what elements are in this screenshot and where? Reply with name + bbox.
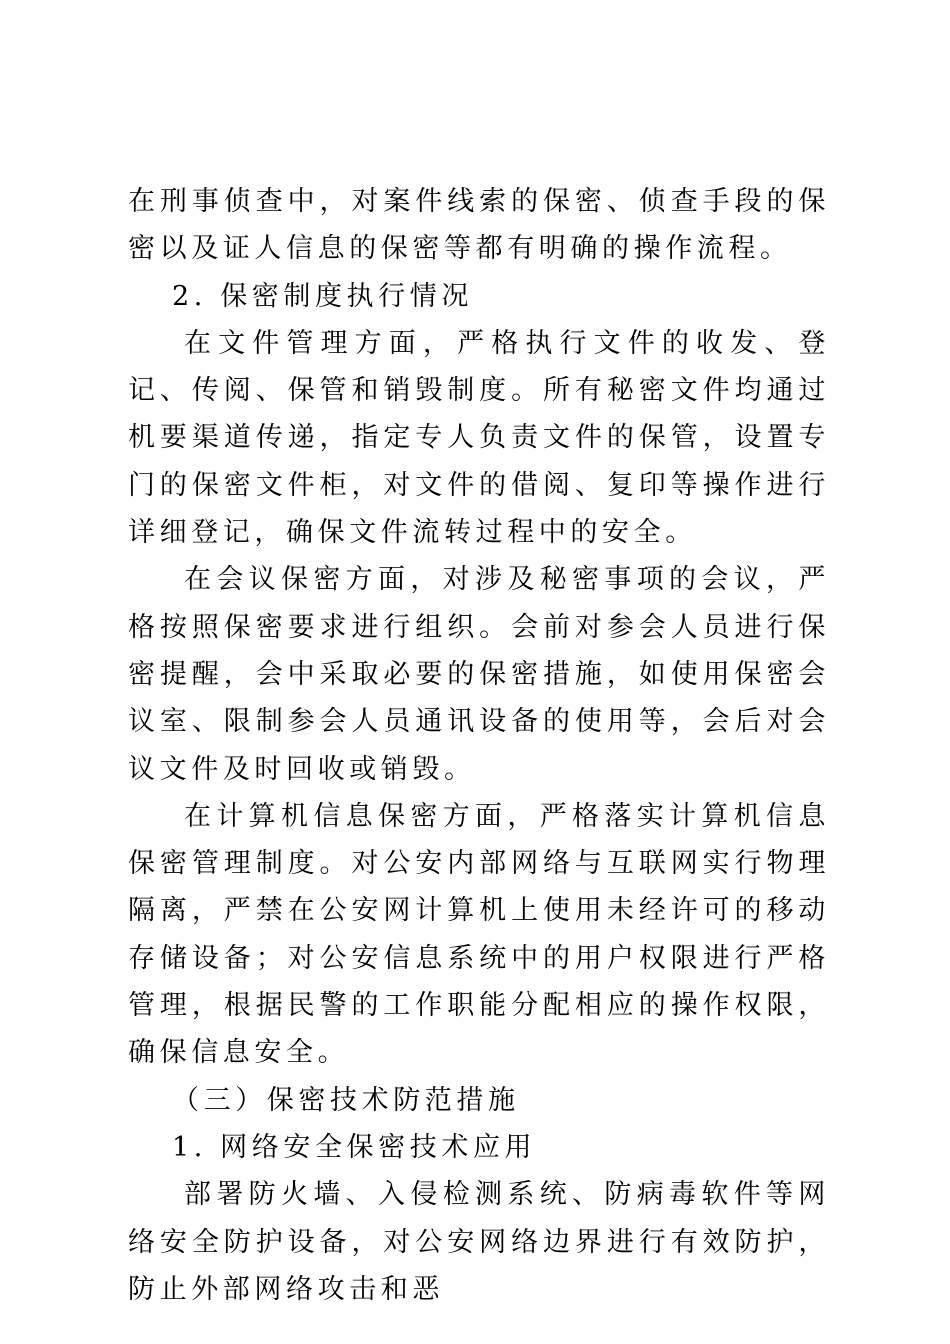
section-heading-3: （三）保密技术防范措施: [172, 1084, 520, 1116]
document-body: [128, 178, 830, 1313]
paragraph-computer-security: 在计算机信息保密方面，严格落实计算机信息保密管理制度。对公安内部网络与互联网实行物理隔离，严禁在公安网计算机上使用未经许可的移动存储设备；对公安信息系统中的用户权限进行严格管理，根据民警的工作职能分配相应的操作权限，确保信息安全。: [128, 800, 830, 1069]
section-heading-2: 2. 保密制度执行情况: [172, 280, 473, 312]
paragraph-file-management: 在文件管理方面，严格执行文件的收发、登记、传阅、保管和销毁制度。所有秘密文件均通过机要渠道传递，指定专人负责文件的保管，设置专门的保密文件柜，对文件的借阅、复印等操作进行详细登记，确保文件流转过程中的安全。: [128, 327, 830, 549]
paragraph-network-security: 部署防火墙、入侵检测系统、防病毒软件等网络安全防护设备，对公安网络边界进行有效防护，防止外部网络攻击和恶: [128, 1179, 830, 1305]
subsection-heading-1: 1. 网络安全保密技术应用: [172, 1131, 537, 1163]
paragraph-continued: 在刑事侦查中，对案件线索的保密、侦查手段的保密以及证人信息的保密等都有明确的操作流程。: [128, 186, 830, 265]
paragraph-meeting-security: 在会议保密方面，对涉及秘密事项的会议，严格按照保密要求进行组织。会前对参会人员进行保密提醒，会中采取必要的保密措施，如使用保密会议室、限制参会人员通讯设备的使用等，会后对会议文件及时回收或销毁。: [128, 564, 830, 785]
